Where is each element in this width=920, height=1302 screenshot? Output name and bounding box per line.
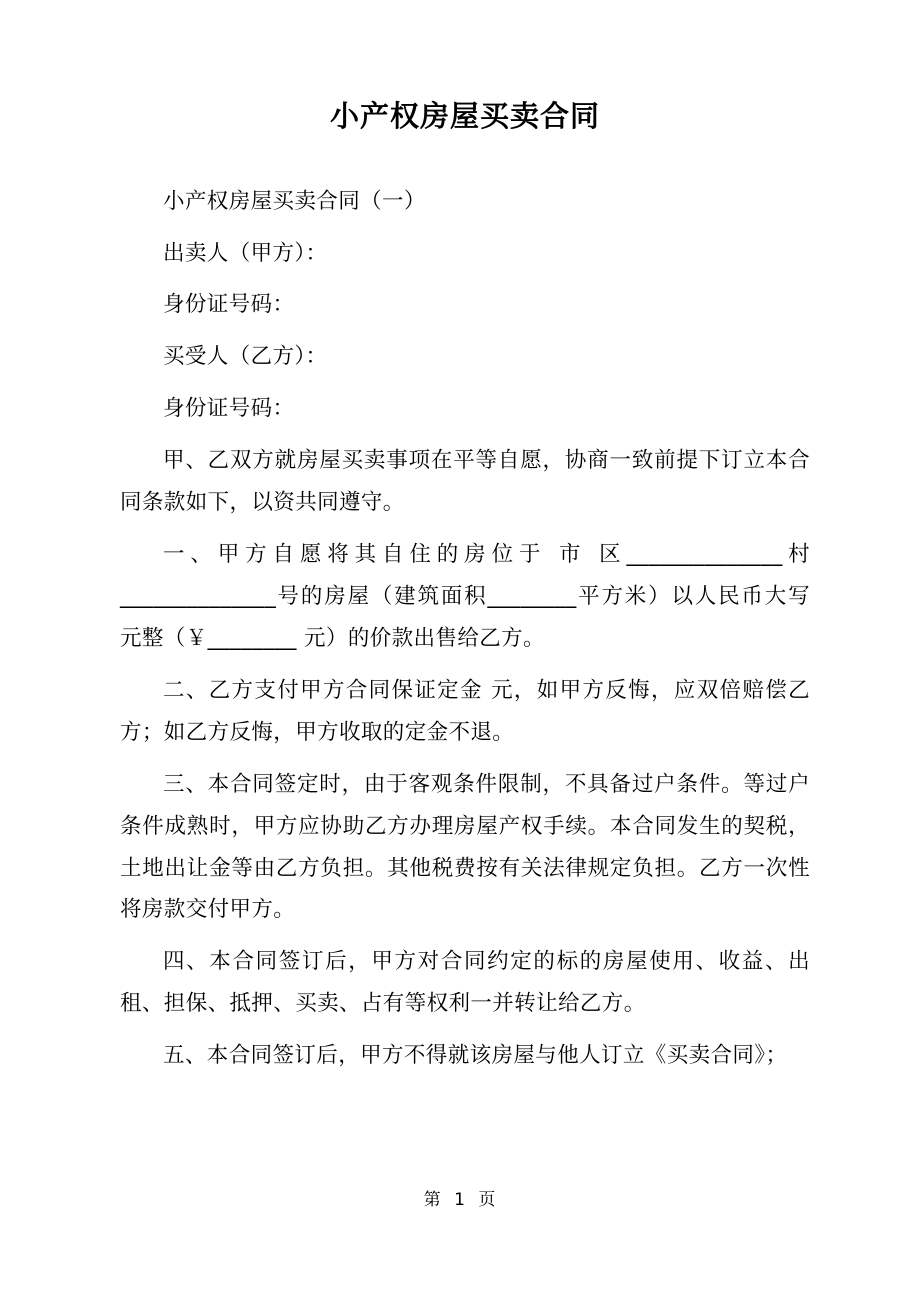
footer-prefix: 第 <box>423 1190 442 1210</box>
footer-page-number: 1 <box>454 1190 466 1210</box>
page-footer <box>0 1185 920 1210</box>
paragraph-clause-4: 四、本合同签订后，甲方对合同约定的标的房屋使用、收益、出租、担保、抵押、买卖、占有等权利一并转让给乙方。 <box>120 949 810 1017</box>
paragraph-subtitle: 小产权房屋买卖合同（一） <box>163 188 426 214</box>
paragraph-clause-5: 五、本合同签订后，甲方不得就该房屋与他人订立《买卖合同》； <box>163 1043 788 1069</box>
footer-suffix: 页 <box>478 1190 497 1210</box>
paragraph-buyer-id-label: 身份证号码： <box>163 396 295 422</box>
paragraph-clause-1: 一、甲方自愿将其自住的房位于 市 区______________村______________号的房屋（建筑面积________平方米）以人民币大写 元整（￥________ 元）的价款出售给乙方。 <box>120 542 810 651</box>
paragraph-seller-id-label: 身份证号码： <box>163 292 295 318</box>
paragraph-seller-label: 出卖人（甲方）： <box>163 240 328 266</box>
paragraph-preamble: 甲、乙双方就房屋买卖事项在平等自愿，协商一致前提下订立本合同条款如下，以资共同遵守。 <box>120 448 810 516</box>
paragraph-clause-3: 三、本合同签定时，由于客观条件限制，不具备过户条件。等过户条件成熟时，甲方应协助乙方办理房屋产权手续。本合同发生的契税，土地出让金等由乙方负担。其他税费按有关法律规定负担。乙方一次性将房款交付甲方。 <box>120 771 810 923</box>
paragraph-buyer-label: 买受人（乙方）： <box>163 344 328 370</box>
page-title: 小产权房屋买卖合同 <box>329 99 600 133</box>
paragraph-clause-2: 二、乙方支付甲方合同保证定金 元，如甲方反悔，应双倍赔偿乙方；如乙方反悔，甲方收取的定金不退。 <box>120 677 810 745</box>
